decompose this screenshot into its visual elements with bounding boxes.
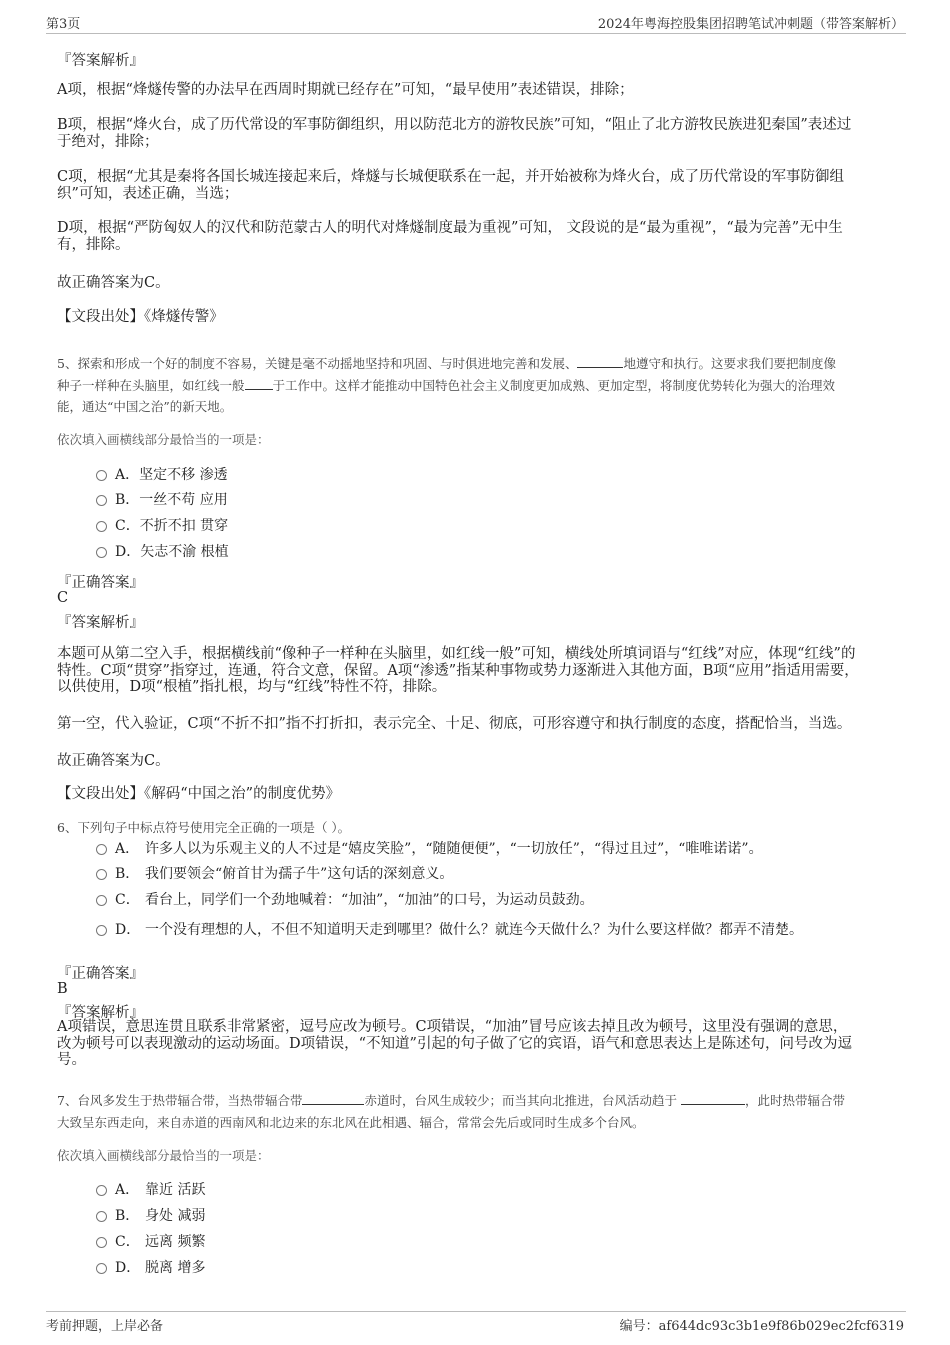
q6-option-c[interactable]: C． 看台上，同学们一个劲地喊着：“加油”，“加油”的口号，为运动员鼓劲。 bbox=[96, 891, 594, 909]
footer-divider bbox=[46, 1311, 906, 1312]
header-divider bbox=[46, 33, 906, 34]
radio-icon[interactable] bbox=[96, 869, 107, 880]
q5-option-d[interactable]: D．矢志不渝 根植 bbox=[96, 543, 229, 561]
q5-blank-1 bbox=[577, 355, 623, 368]
q7-blank-2 bbox=[681, 1092, 745, 1105]
q5-option-b[interactable]: B．一丝不苟 应用 bbox=[96, 491, 228, 509]
document-title: 2024年粤海控股集团招聘笔试冲刺题（带答案解析） bbox=[597, 17, 904, 32]
radio-icon[interactable] bbox=[96, 1263, 107, 1274]
footer-slogan: 考前押题，上岸必备 bbox=[46, 1319, 164, 1334]
q4-conclusion: 故正确答案为C。 bbox=[57, 275, 170, 291]
radio-icon[interactable] bbox=[96, 925, 107, 936]
q5-answer: C bbox=[57, 590, 69, 606]
q6-option-b[interactable]: B． 我们要领会“俯首甘为孺子牛”这句话的深刻意义。 bbox=[96, 865, 453, 883]
radio-icon[interactable] bbox=[96, 521, 107, 532]
q6-answer: B bbox=[57, 981, 68, 997]
q5-option-c[interactable]: C．不折不扣 贯穿 bbox=[96, 517, 228, 535]
q5-analysis-label: 『答案解析』 bbox=[57, 615, 144, 631]
radio-icon[interactable] bbox=[96, 1211, 107, 1222]
radio-icon[interactable] bbox=[96, 547, 107, 558]
radio-icon[interactable] bbox=[96, 1237, 107, 1248]
q5-answer-label: 『正确答案』 bbox=[57, 575, 144, 591]
q5-option-a[interactable]: A．坚定不移 渗透 bbox=[96, 466, 228, 484]
page-number: 第3页 bbox=[46, 17, 81, 32]
q7-option-a[interactable]: A． 靠近 活跃 bbox=[96, 1181, 205, 1199]
q4-analysis-a: A项，根据“烽燧传警的办法早在西周时期就已经存在”可知，“最早使用”表述错误，排除； bbox=[57, 82, 634, 98]
radio-icon[interactable] bbox=[96, 844, 107, 855]
q6-option-d[interactable]: D． 一个没有理想的人，不但不知道明天走到哪里？做什么？就连今天做什么？为什么要这样做？都弄不清楚。 bbox=[96, 921, 803, 939]
q5-prompt: 依次填入画横线部分最恰当的一项是： bbox=[57, 432, 270, 447]
q7-option-b[interactable]: B． 身处 减弱 bbox=[96, 1207, 205, 1225]
radio-icon[interactable] bbox=[96, 495, 107, 506]
q7-option-c[interactable]: C． 远离 频繁 bbox=[96, 1233, 205, 1251]
q4-analysis-d: D项，根据“严防匈奴人的汉代和防范蒙古人的明代对烽燧制度最为重视”可知， 文段说的是“最为重视”，“最为完善”无中生 有，排除。 bbox=[57, 220, 843, 253]
q6-option-a[interactable]: A． 许多人以为乐观主义的人不过是“嬉皮笑脸”，“随随便便”，“一切放任”，“得过且过”，“唯唯诺诺”。 bbox=[96, 840, 763, 858]
q6-question: 6、下列句子中标点符号使用完全正确的一项是（ ）。 bbox=[57, 820, 351, 835]
q4-analysis-b: B项，根据“烽火台，成了历代常设的军事防御组织，用以防范北方的游牧民族”可知，“阻止了北方游牧民族进犯秦国”表述过 于绝对，排除； bbox=[57, 117, 852, 150]
q5-question: 5、探索和形成一个好的制度不容易，关键是毫不动摇地坚持和巩固、与时俱进地完善和发展、 地遵守和执行。这要求我们要把制度像 种子一样种在头脑里，如红线一般 于工作中。这样才能推动中国特色社会主义制度更加成熟、更加定型，将制度优势转化为强大的治理效 能，通达“中国之治”的新天地。 bbox=[57, 356, 836, 414]
q5-analysis: 本题可从第二空入手，根据横线前“像种子一样种在头脑里，如红线一般”可知，横线处所填词语与“红线”对应，体现“红线”的 特性。C项“贯穿”指穿过，连通，符合文意，保留。A项“渗透”指某种事物或势力逐渐进入其他方面，B项“应用”指适用需要， 以供使用，D项“根植”指扎根，均与“红线”特性不符，排除。 bbox=[57, 646, 859, 695]
q7-prompt: 依次填入画横线部分最恰当的一项是： bbox=[57, 1148, 270, 1163]
q4-analysis-label: 『答案解析』 bbox=[57, 53, 144, 69]
q4-source: 【文段出处】《烽燧传警》 bbox=[57, 309, 224, 325]
q6-analysis-label: 『答案解析』 bbox=[57, 1005, 144, 1021]
q5-source: 【文段出处】《解码“中国之治”的制度优势》 bbox=[57, 786, 341, 802]
q7-question: 7、台风多发生于热带辐合带，当热带辐合带 赤道时，台风生成较少；而当其向北推进，台风活动趋于 ，此时热带辐合带 大致呈东西走向，来自赤道的西南风和北边来的东北风在此相遇、辐合，常常会先后或同时生成多个台风。 bbox=[57, 1093, 845, 1130]
q5-conclusion: 故正确答案为C。 bbox=[57, 753, 170, 769]
radio-icon[interactable] bbox=[96, 895, 107, 906]
q5-analysis-2: 第一空，代入验证，C项“不折不扣”指不打折扣，表示完全、十足、彻底，可形容遵守和执行制度的态度，搭配恰当，当选。 bbox=[57, 716, 852, 732]
q6-analysis: A项错误，意思连贯且联系非常紧密，逗号应改为顿号。C项错误，“加油”冒号应该去掉且改为顿号，这里没有强调的意思， 改为顿号可以表现激动的运动场面。D项错误，“不知道”引起的句子做了它的宾语，语气和意思表达上是陈述句，问号改为逗 号。 bbox=[57, 1019, 852, 1068]
q4-analysis-c: C项，根据“尤其是秦将各国长城连接起来后，烽燧与长城便联系在一起，并开始被称为烽火台，成了历代常设的军事防御组 织”可知，表述正确，当选； bbox=[57, 169, 845, 202]
document-id: 编号：af644dc93c3b1e9f86b029ec2fcf6319 bbox=[619, 1319, 904, 1334]
radio-icon[interactable] bbox=[96, 470, 107, 481]
q5-blank-2 bbox=[245, 377, 273, 390]
radio-icon[interactable] bbox=[96, 1185, 107, 1196]
q7-option-d[interactable]: D． 脱离 增多 bbox=[96, 1259, 205, 1277]
q7-blank-1 bbox=[302, 1092, 364, 1105]
q6-answer-label: 『正确答案』 bbox=[57, 966, 144, 982]
